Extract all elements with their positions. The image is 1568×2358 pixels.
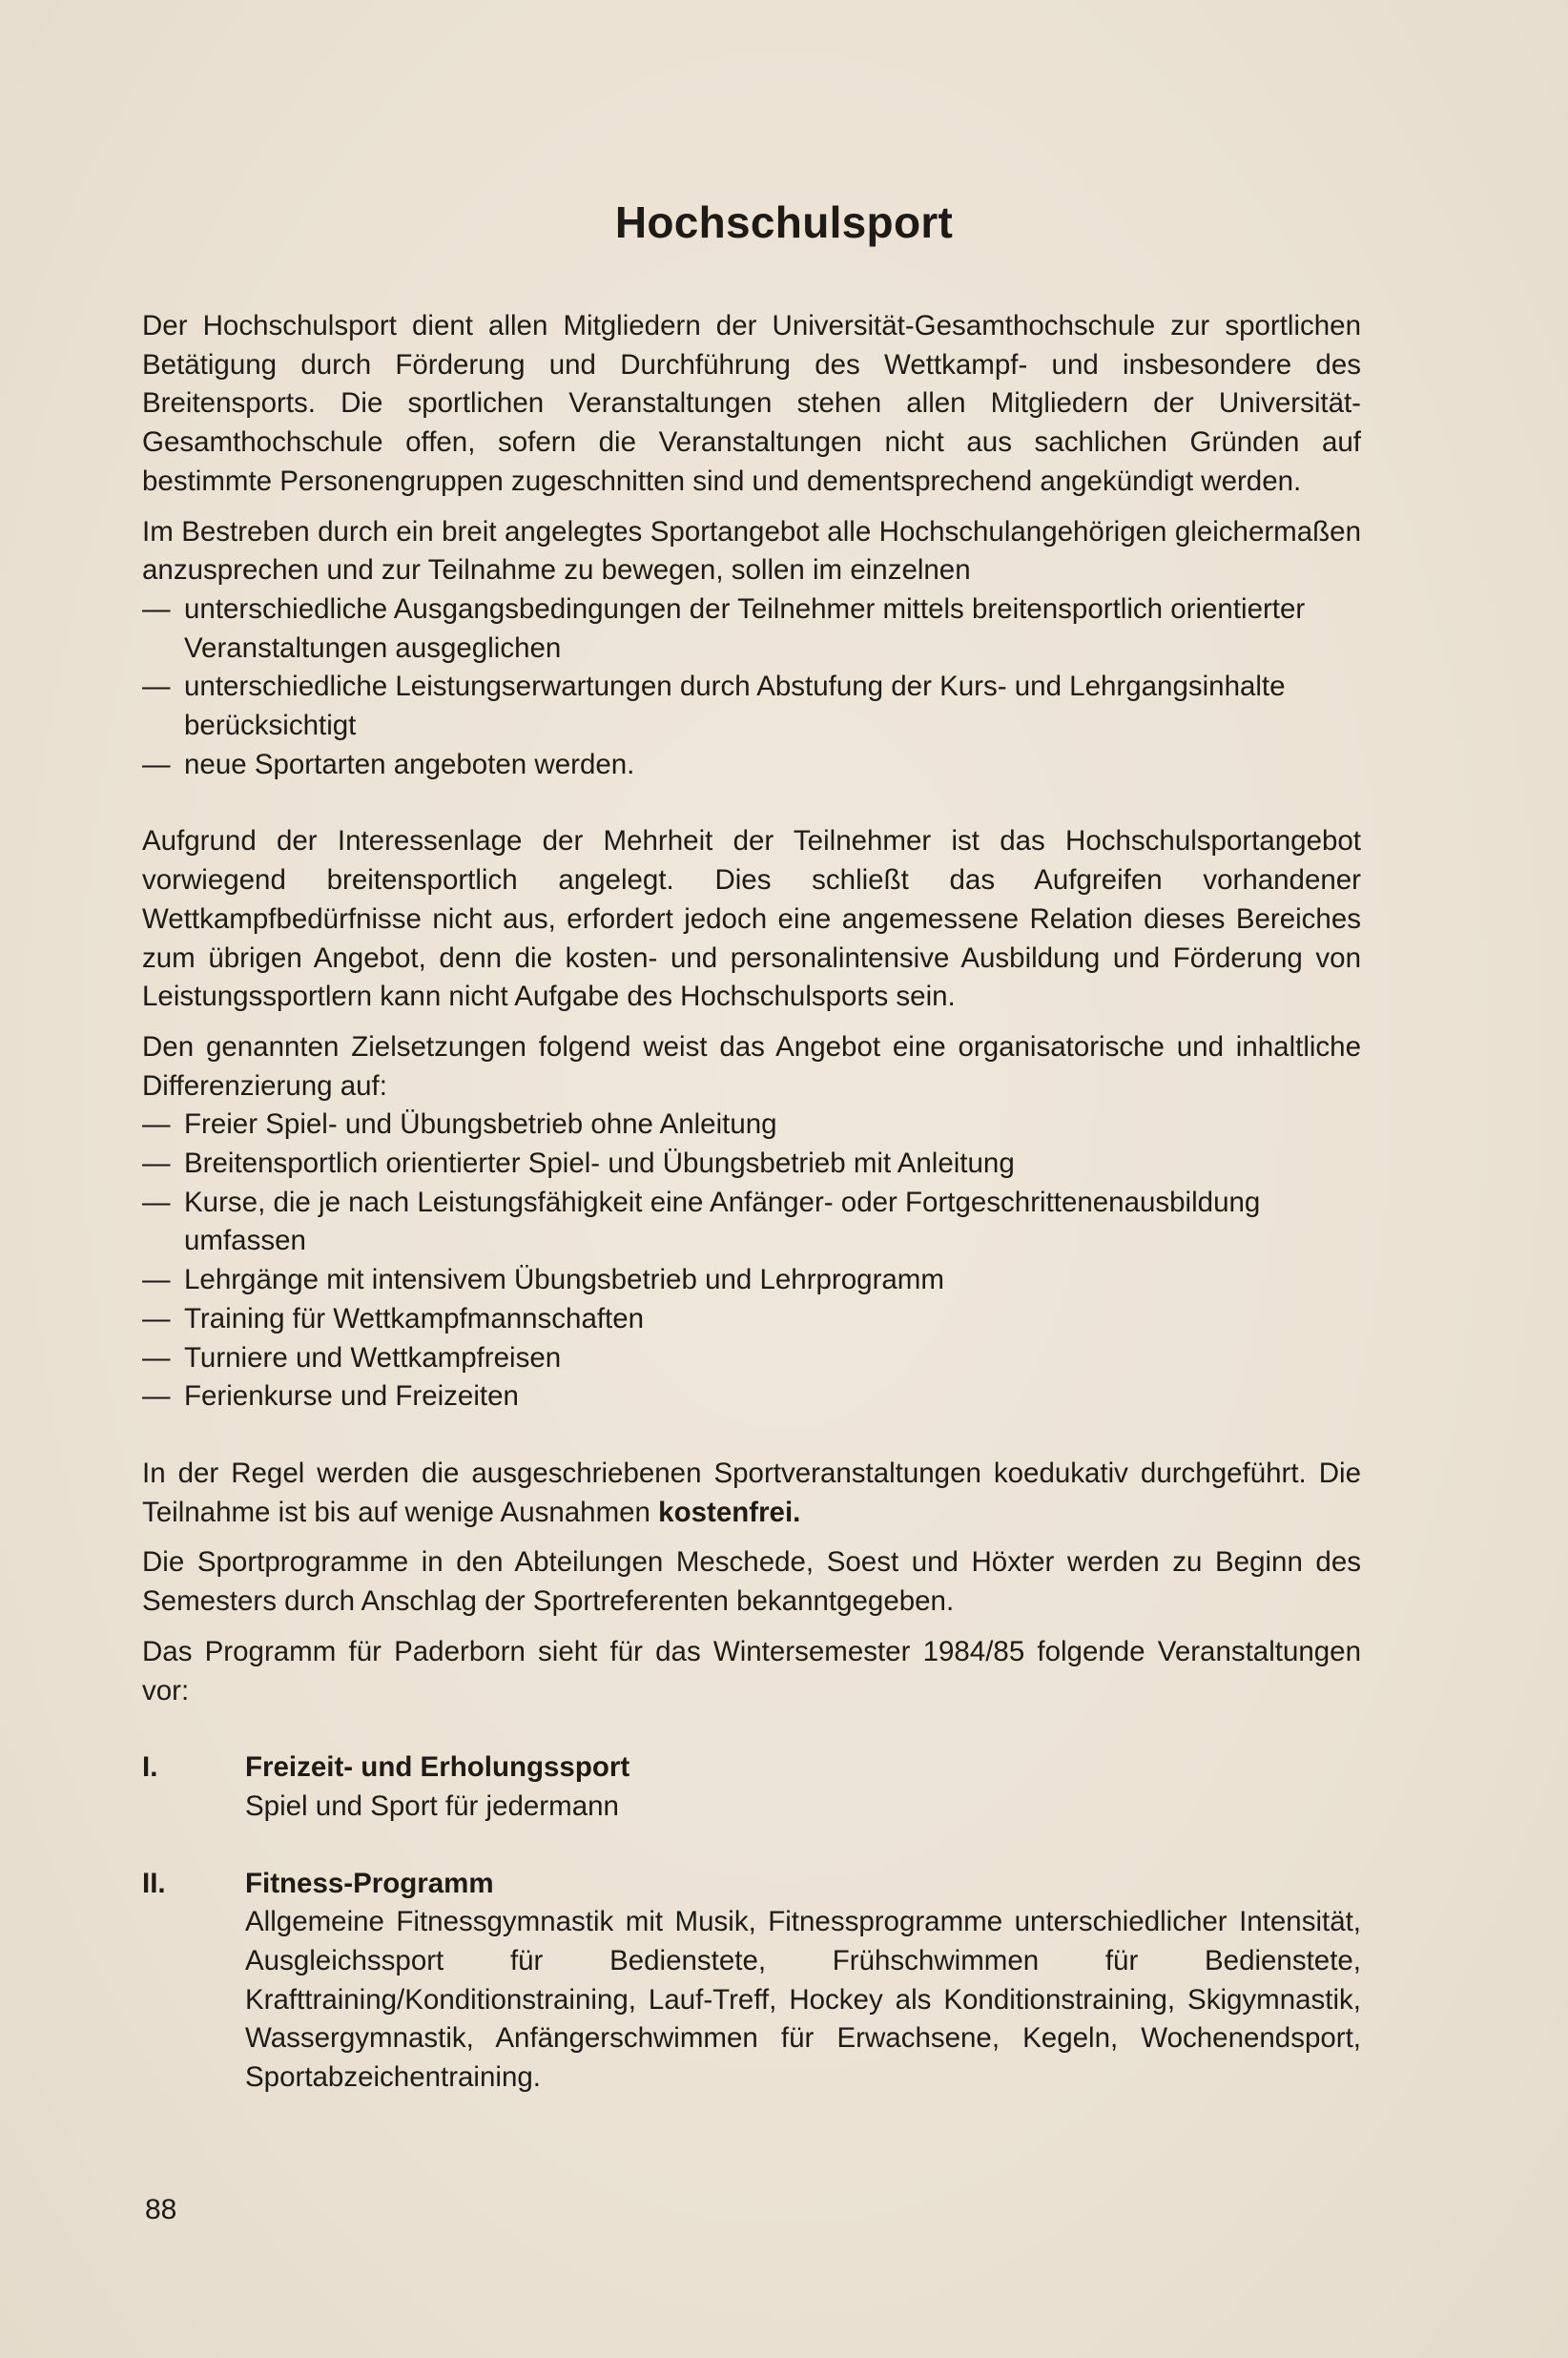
paragraph-program: Das Programm für Paderborn sieht für das Wintersemester 1984/85 folgende Veranstaltungen vor: xyxy=(142,1635,1361,1706)
section-number: I. xyxy=(142,1751,158,1784)
page-title: Hochschulsport xyxy=(614,197,954,247)
section-ii xyxy=(142,1865,1361,2098)
dash-mark: — xyxy=(142,748,171,780)
list-item: — Lehrgänge mit intensivem Übungsbetrieb und Lehrprogramm xyxy=(142,1261,1361,1300)
offer-list xyxy=(142,1106,1361,1417)
dash-mark: — xyxy=(142,1264,171,1296)
list-item: — unterschiedliche Ausgangsbedingungen der Teilnehmer mittels breitensportlich orientierter Veranstaltungen ausgeglichen xyxy=(142,590,1361,668)
dash-mark: — xyxy=(142,592,171,625)
dash-mark: — xyxy=(142,1186,171,1218)
dash-mark: — xyxy=(142,1302,171,1334)
dash-mark: — xyxy=(142,1380,171,1413)
list-item: — neue Sportarten angeboten werden. xyxy=(142,746,1361,785)
list-item: — Turniere und Wettkampfreisen xyxy=(142,1339,1361,1378)
list-item: — Ferienkurse und Freizeiten xyxy=(142,1377,1361,1417)
section-number: II. xyxy=(142,1867,166,1899)
list-item: — Freier Spiel- und Übungsbetrieb ohne Anleitung xyxy=(142,1106,1361,1145)
list-item: — Training für Wettkampfmannschaften xyxy=(142,1300,1361,1339)
section-i xyxy=(142,1748,1361,1826)
paragraph-differentiation: Den genannten Zielsetzungen folgend weist das Angebot eine organisatorische und inhaltliche Differenzierung auf: xyxy=(142,1030,1361,1102)
section-heading: Freizeit- und Erholungssport xyxy=(245,1751,630,1784)
body-text xyxy=(142,307,1361,2098)
paragraph-coeducation: In der Regel werden die ausgeschriebenen Sportveranstaltungen koedukativ durchgeführt. Die Teilnahme ist bis auf wenige Ausnahmen kostenfrei. xyxy=(142,1457,1361,1528)
section-text: Allgemeine Fitnessgymnastik mit Musik, Fitnessprogramme unterschiedlicher Intensität, Ausgleichssport für Bedienstete, Frühschwimmen für Bedienstete, Krafttraining/Konditionstraining, Lauf-Treff, Hockey als Konditionstraining, Skigymnastik, Wassergymnastik, Anfängerschwimmen für Erwachsene, Kegeln, Wochenendsport, Sportabzeichentraining. xyxy=(245,1906,1361,2094)
list-item: — unterschiedliche Leistungserwartungen durch Abstufung der Kurs- und Lehrgangsinhalte berücksichtigt xyxy=(142,668,1361,745)
paragraph-departments: Die Sportprogramme in den Abteilungen Meschede, Soest und Höxter werden zu Beginn des Semesters durch Anschlag der Sportreferenten bekanntgegeben. xyxy=(142,1546,1361,1618)
goals-list xyxy=(142,590,1361,785)
section-heading: Fitness-Programm xyxy=(245,1867,494,1899)
dash-mark: — xyxy=(142,1341,171,1374)
list-item: — Kurse, die je nach Leistungsfähigkeit eine Anfänger- oder Fortgeschrittenenausbildung umfassen xyxy=(142,1184,1361,1261)
list-item: — Breitensportlich orientierter Spiel- und Übungsbetrieb mit Anleitung xyxy=(142,1145,1361,1184)
paragraph-intro: Der Hochschulsport dient allen Mitgliedern der Universität-Gesamthochschule zur sportlichen Betätigung durch Förderung und Durchführung des Wettkampf- und insbesondere des Breitensports. Die sportlichen Veranstaltungen stehen allen Mitgliedern der Universität-Gesamthochschule offen, sofern die Veranstaltungen nicht aus sachlichen Gründen auf bestimmte Personengruppen zugeschnitten sind und dementsprechend angekündigt werden. xyxy=(142,310,1361,497)
paragraph-interests: Aufgrund der Interessenlage der Mehrheit der Teilnehmer ist das Hochschulsportangebot vorwiegend breitensportlich angelegt. Dies schließt das Aufgreifen vorhandener Wettkampfbedürfnisse nicht aus, erfordert jedoch eine angemessene Relation dieses Bereiches zum übrigen Angebot, denn die kosten- und personalintensive Ausbildung und Förderung von Leistungssportlern kann nicht Aufgabe des Hochschulsports sein. xyxy=(142,825,1361,1013)
page-number: 88 xyxy=(145,2194,177,2225)
section-text: Spiel und Sport für jedermann xyxy=(245,1789,619,1822)
dash-mark: — xyxy=(142,671,171,703)
emphasis-free: kostenfrei. xyxy=(658,1496,801,1528)
paragraph-goals: Im Bestreben durch ein breit angelegtes Sportangebot alle Hochschulangehörigen gleichermaßen anzusprechen und zur Teilnahme zu bewegen, sollen im einzelnen xyxy=(142,515,1361,587)
dash-mark: — xyxy=(142,1108,171,1141)
dash-mark: — xyxy=(142,1148,171,1180)
